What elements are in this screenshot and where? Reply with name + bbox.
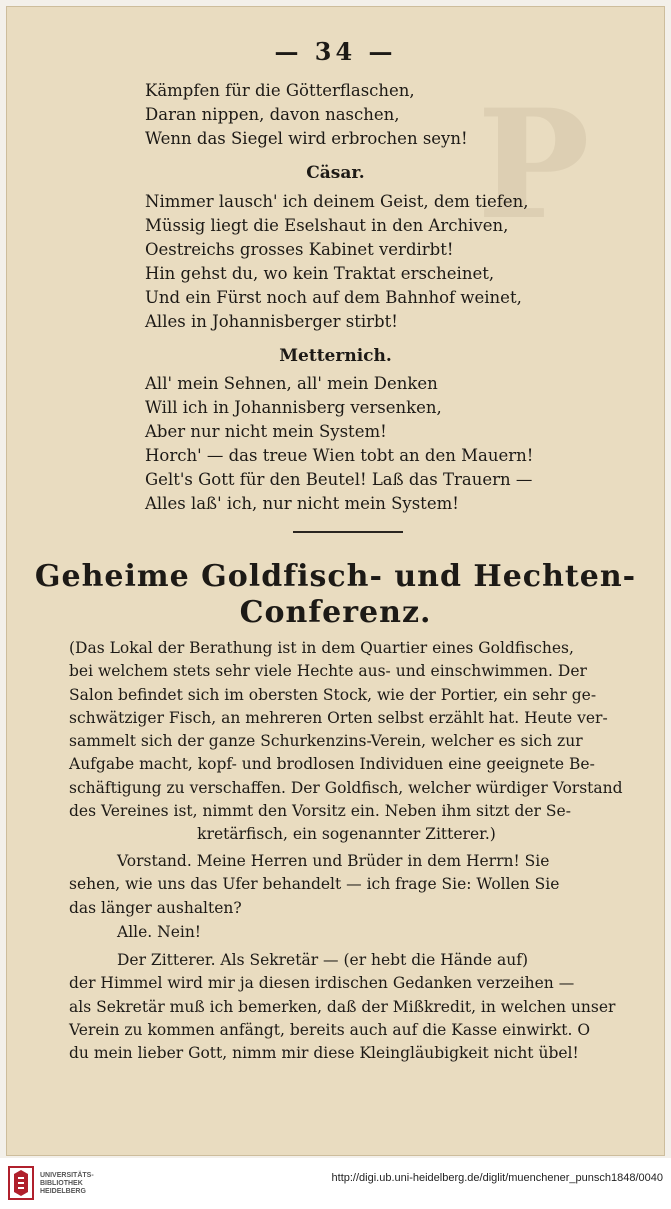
verse-line: Alles in Johannisberger stirbt!: [145, 312, 398, 331]
verse-line: Hin gehst du, wo kein Traktat erscheinet,: [145, 264, 495, 283]
prose-line: sehen, wie uns das Ufer behandelt — ich frage Sie: Wollen Sie: [69, 875, 560, 894]
verse-line: Müssig liegt die Eselshaut in den Archiven,: [145, 216, 509, 235]
prose-line: kretärfisch, ein sogenannter Zitterer.): [197, 825, 496, 844]
dialogue-zitterer: [69, 949, 624, 1065]
prose-line: bei welchem stets sehr viele Hechte aus- und einschwimmen. Der: [69, 662, 587, 681]
viewer-footer: [0, 1158, 671, 1209]
library-name-line: HEIDELBERG: [40, 1188, 86, 1195]
prose-line: Aufgabe macht, kopf- und brodlosen Individuen eine geeignete Be-: [69, 755, 595, 774]
verse-line: Alles laß' ich, nur nicht mein System!: [145, 494, 459, 513]
verse-block-3: [145, 372, 533, 516]
university-library-logo-icon: [8, 1166, 34, 1200]
verse-block-2: [145, 190, 528, 334]
verse-line: All' mein Sehnen, all' mein Denken: [145, 374, 438, 393]
prose-line: schäftigung zu verschaffen. Der Goldfisch, welcher würdiger Vorstand: [69, 778, 623, 797]
library-name-line: BIBLIOTHEK: [40, 1180, 83, 1187]
dialogue-alle: [69, 921, 624, 944]
prose-line: des Vereines ist, nimmt den Vorsitz ein. Neben ihm sitzt der Se-: [69, 802, 571, 821]
verse-line: Wenn das Siegel wird erbrochen seyn!: [145, 129, 468, 148]
verse-line: Daran nippen, davon naschen,: [145, 105, 400, 124]
speaker-caesar: Cäsar.: [306, 163, 365, 183]
verse-line: Nimmer lausch' ich deinem Geist, dem tiefen,: [145, 192, 529, 211]
section-divider: [293, 531, 403, 533]
library-name-line: UNIVERSITÄTS-: [40, 1172, 94, 1179]
prose-line: das länger aushalten?: [69, 898, 242, 917]
scanned-page: [6, 6, 665, 1156]
prose-line: Salon befindet sich im obersten Stock, wie der Portier, ein sehr ge-: [69, 685, 597, 704]
verse-line: Oestreichs grosses Kabinet verdirbt!: [145, 240, 454, 259]
verse-line: Horch' — das treue Wien tobt an den Mauern!: [145, 446, 534, 465]
prose-line: Der Zitterer. Als Sekretär — (er hebt die Hände auf): [117, 951, 529, 969]
section-title-line-1: Geheime Goldfisch- und Hechten-: [34, 559, 637, 594]
prose-line: du mein lieber Gott, nimm mir diese Kleingläubigkeit nicht übel!: [69, 1044, 579, 1063]
prose-line: Vorstand. Meine Herren und Brüder in dem Herrn! Sie: [117, 852, 550, 870]
verse-block-1: [145, 79, 468, 151]
library-name: [40, 1172, 94, 1196]
verse-line: Gelt's Gott für den Beutel! Laß das Trauern —: [145, 470, 533, 489]
speaker-metternich: Metternich.: [279, 346, 392, 366]
verse-line: Kämpfen für die Götterflaschen,: [145, 81, 415, 100]
prose-line: Verein zu kommen anfängt, bereits auch auf die Kasse einwirkt. O: [69, 1020, 591, 1039]
verse-line: Aber nur nicht mein System!: [145, 422, 387, 441]
prose-line: (Das Lokal der Berathung ist in dem Quartier eines Goldfisches,: [69, 639, 574, 657]
verse-line: Will ich in Johannisberg versenken,: [145, 398, 442, 417]
bleed-through-shadow: P: [477, 77, 590, 253]
prose-line: sammelt sich der ganze Schurkenzins-Verein, welcher es sich zur: [69, 732, 583, 751]
stage-direction: [69, 637, 624, 847]
section-title-line-2: Conferenz.: [239, 595, 432, 630]
prose-line: der Himmel wird mir ja diesen irdischen Gedanken verzeihen —: [69, 974, 575, 993]
dialogue-vorstand: [69, 850, 624, 920]
prose-line: schwätziger Fisch, an mehreren Orten selbst erzählt hat. Heute ver-: [69, 708, 608, 727]
prose-line: Alle. Nein!: [117, 923, 202, 941]
prose-line: als Sekretär muß ich bemerken, daß der Mißkredit, in welchen unser: [69, 997, 616, 1016]
page-number: — 34 —: [274, 37, 397, 66]
source-url-link[interactable]: http://digi.ub.uni-heidelberg.de/diglit/muenchener_punsch1848/0040: [331, 1172, 663, 1184]
verse-line: Und ein Fürst noch auf dem Bahnhof weinet,: [145, 288, 522, 307]
